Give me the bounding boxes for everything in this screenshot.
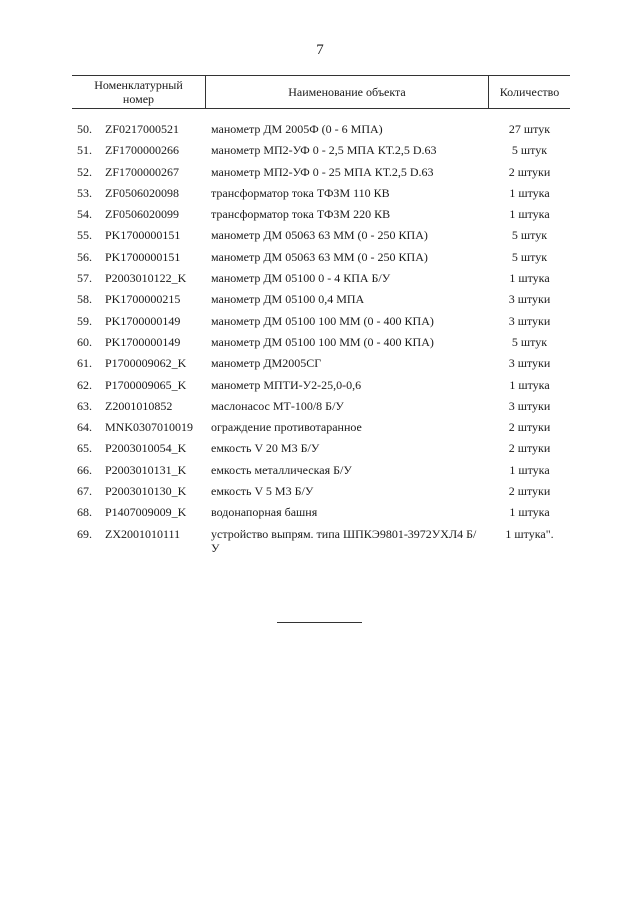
row-number: 69. [77, 526, 92, 541]
row-name: манометр МПТИ-У2-25,0-0,6 [211, 377, 362, 392]
row-code: ZF0506020098 [105, 185, 180, 200]
row-number: 66. [77, 462, 92, 477]
row-name: маслонасос МТ-100/8 Б/У [211, 398, 344, 413]
table-row [72, 527, 570, 561]
row-number: 50. [77, 122, 92, 136]
row-name: манометр ДМ 05100 100 ММ (0 - 400 КПА) [211, 313, 434, 328]
row-number: 55. [77, 228, 92, 243]
row-code: ZX2001010111 [105, 526, 181, 541]
row-qty: 5 штук [511, 334, 548, 349]
header-code-line1: Номенклатурный [94, 78, 183, 92]
row-code: P2003010131_K [105, 462, 187, 477]
table-row [72, 122, 570, 143]
table-body [72, 122, 570, 561]
header-code-line2: номер [122, 92, 155, 106]
row-name: манометр ДМ 05100 0,4 МПА [211, 292, 365, 307]
row-number: 52. [77, 164, 92, 179]
row-qty: 3 штуки [508, 356, 551, 371]
row-qty: 5 штук [511, 143, 548, 158]
items-table [72, 75, 570, 555]
header-code [72, 76, 205, 108]
row-number: 56. [77, 249, 92, 264]
row-number: 65. [77, 441, 92, 456]
row-number: 62. [77, 377, 92, 392]
row-name: манометр ДМ 05100 0 - 4 КПА Б/У [211, 271, 391, 286]
row-code: PK1700000151 [105, 249, 181, 264]
row-name: емкость V 20 М3 Б/У [211, 441, 320, 456]
row-qty: 1 штука". [505, 526, 554, 541]
footer-rule [277, 622, 362, 623]
row-code: ZF1700000266 [105, 143, 180, 158]
row-code: ZF0217000521 [105, 122, 180, 136]
table-row [72, 165, 570, 186]
row-name: трансформатор тока ТФЗМ 110 КВ [211, 185, 390, 200]
row-qty: 1 штука [509, 377, 550, 392]
row-name: трансформатор тока ТФЗМ 220 КВ [211, 207, 391, 222]
table-row [72, 250, 570, 271]
row-qty: 1 штука [509, 505, 550, 520]
row-code: PK1700000215 [105, 292, 181, 307]
row-qty: 1 штука [509, 462, 550, 477]
table-row [72, 314, 570, 335]
row-code: PK1700000151 [105, 228, 181, 243]
row-qty: 3 штуки [508, 292, 551, 307]
header-qty: Количество [499, 85, 560, 99]
table-row [72, 186, 570, 207]
row-code: P1407009009_K [105, 505, 187, 520]
row-number: 54. [77, 207, 92, 222]
row-number: 67. [77, 484, 92, 499]
table-row [72, 463, 570, 484]
row-code: MNK0307010019 [105, 420, 194, 435]
row-code: P2003010122_K [105, 271, 187, 286]
table-row [72, 228, 570, 249]
row-qty: 2 штуки [508, 441, 551, 456]
table-row [72, 335, 570, 356]
row-number: 64. [77, 420, 92, 435]
row-qty: 1 штука [509, 185, 550, 200]
row-name: емкость металлическая Б/У [211, 462, 352, 477]
row-number: 63. [77, 398, 92, 413]
row-qty: 3 штуки [508, 313, 551, 328]
row-code: P2003010054_K [105, 441, 187, 456]
page-number: 7 [316, 42, 324, 58]
row-number: 68. [77, 505, 92, 520]
table-row [72, 505, 570, 526]
row-code: P2003010130_K [105, 484, 187, 499]
row-name: ограждение противотаранное [211, 420, 362, 435]
row-code: ZF0506020099 [105, 207, 180, 222]
row-qty: 1 штука [509, 271, 550, 286]
row-number: 57. [77, 271, 92, 286]
row-number: 58. [77, 292, 92, 307]
row-number: 53. [77, 185, 92, 200]
row-qty: 27 штук [508, 122, 551, 136]
row-qty: 2 штуки [508, 420, 551, 435]
row-qty: 5 штук [511, 249, 548, 264]
table-row [72, 292, 570, 313]
row-number: 51. [77, 143, 92, 158]
row-name: водонапорная башня [211, 505, 318, 520]
table-row [72, 399, 570, 420]
row-name: манометр МП2-УФ 0 - 25 МПА КТ.2,5 D.63 [211, 164, 434, 179]
row-code: Z2001010852 [105, 398, 173, 413]
row-code: PK1700000149 [105, 313, 181, 328]
row-qty: 1 штука [509, 207, 550, 222]
row-qty: 3 штуки [508, 398, 551, 413]
table-row [72, 441, 570, 462]
table-header [72, 75, 570, 109]
row-qty: 2 штуки [508, 484, 551, 499]
row-code: PK1700000149 [105, 334, 181, 349]
row-qty: 2 штуки [508, 164, 551, 179]
row-name: манометр ДМ 05063 63 ММ (0 - 250 КПА) [211, 249, 428, 264]
table-row [72, 484, 570, 505]
row-name: манометр ДМ2005СГ [211, 356, 322, 371]
row-name: емкость V 5 М3 Б/У [211, 484, 314, 499]
table-row [72, 420, 570, 441]
row-name: устройство выпрям. типа ШПКЭ9801-3972УХЛ4 Б/У [211, 526, 477, 555]
row-code: ZF1700000267 [105, 164, 180, 179]
row-qty: 5 штук [511, 228, 548, 243]
table-row [72, 378, 570, 399]
header-name: Наименование объекта [288, 85, 406, 99]
row-name: манометр ДМ 2005Ф (0 - 6 МПА) [211, 122, 383, 136]
table-row [72, 207, 570, 228]
row-number: 59. [77, 313, 92, 328]
row-number: 60. [77, 334, 92, 349]
row-name: манометр ДМ 05100 100 ММ (0 - 400 КПА) [211, 334, 434, 349]
table-row [72, 143, 570, 164]
table-row [72, 356, 570, 377]
row-code: P1700009065_K [105, 377, 187, 392]
row-number: 61. [77, 356, 92, 371]
row-name: манометр МП2-УФ 0 - 2,5 МПА КТ.2,5 D.63 [211, 143, 437, 158]
table-row [72, 271, 570, 292]
row-name: манометр ДМ 05063 63 ММ (0 - 250 КПА) [211, 228, 428, 243]
row-code: P1700009062_K [105, 356, 187, 371]
